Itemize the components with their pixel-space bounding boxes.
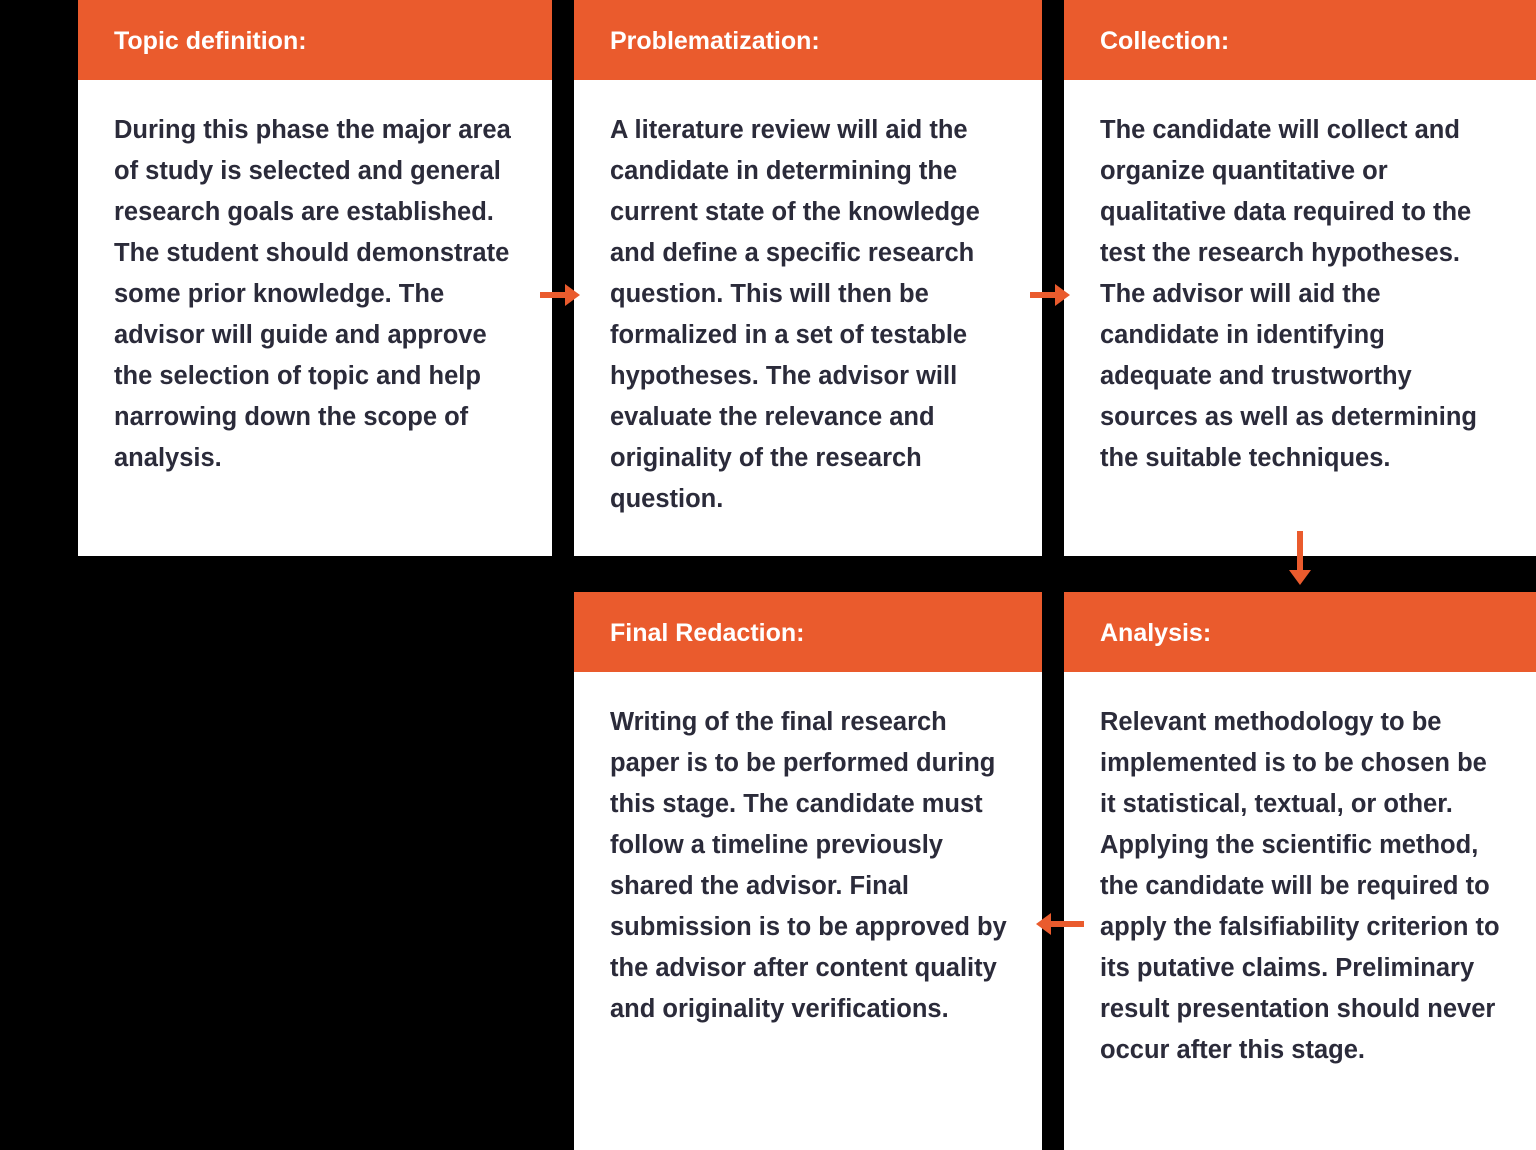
- arrow-down-icon-collection-to-analysis: [1297, 531, 1303, 571]
- arrow-left-icon-analysis-to-final-redaction: [1050, 921, 1084, 927]
- stage-card-analysis: [1064, 592, 1536, 1150]
- arrow-right-icon-problematization-to-collection: [1030, 292, 1056, 298]
- stage-header-topic-definition: Topic definition:: [78, 0, 552, 80]
- stage-card-topic-definition: [78, 0, 552, 556]
- stage-card-final-redaction: [574, 592, 1042, 1150]
- stage-header-collection: Collection:: [1064, 0, 1536, 80]
- stage-card-collection: [1064, 0, 1536, 556]
- stage-header-analysis: Analysis:: [1064, 592, 1536, 672]
- stage-header-problematization: Problematization:: [574, 0, 1042, 80]
- stage-card-problematization: [574, 0, 1042, 556]
- arrow-right-icon-topic-to-problematization: [540, 292, 566, 298]
- stage-body-analysis: Relevant methodology to be implemented is to be chosen be it statistical, textual, or other. Applying the scientific method, the candidate will be required to apply the falsifiability criterion to its putative claims. Preliminary result presentation should never occur after this stage.: [1100, 708, 1500, 1064]
- stage-body-topic-definition: During this phase the major area of study is selected and general research goals are established. The student should demonstrate some prior knowledge. The advisor will guide and approve the selection of topic and help narrowing down the scope of analysis.: [114, 116, 511, 472]
- stage-header-final-redaction: Final Redaction:: [574, 592, 1042, 672]
- stage-body-problematization: A literature review will aid the candidate in determining the current state of the knowledge and define a specific research question. This will then be formalized in a set of testable hypotheses. The advisor will evaluate the relevance and originality of the research question.: [610, 116, 980, 513]
- stage-body-final-redaction: Writing of the final research paper is to be performed during this stage. The candidate must follow a timeline previously shared the advisor. Final submission is to be approved by the advisor after content quality and originality verifications.: [610, 708, 1007, 1023]
- stage-body-collection: The candidate will collect and organize quantitative or qualitative data required to the test the research hypotheses. The advisor will aid the candidate in identifying adequate and trustworthy sources as well as determining the suitable techniques.: [1100, 116, 1477, 472]
